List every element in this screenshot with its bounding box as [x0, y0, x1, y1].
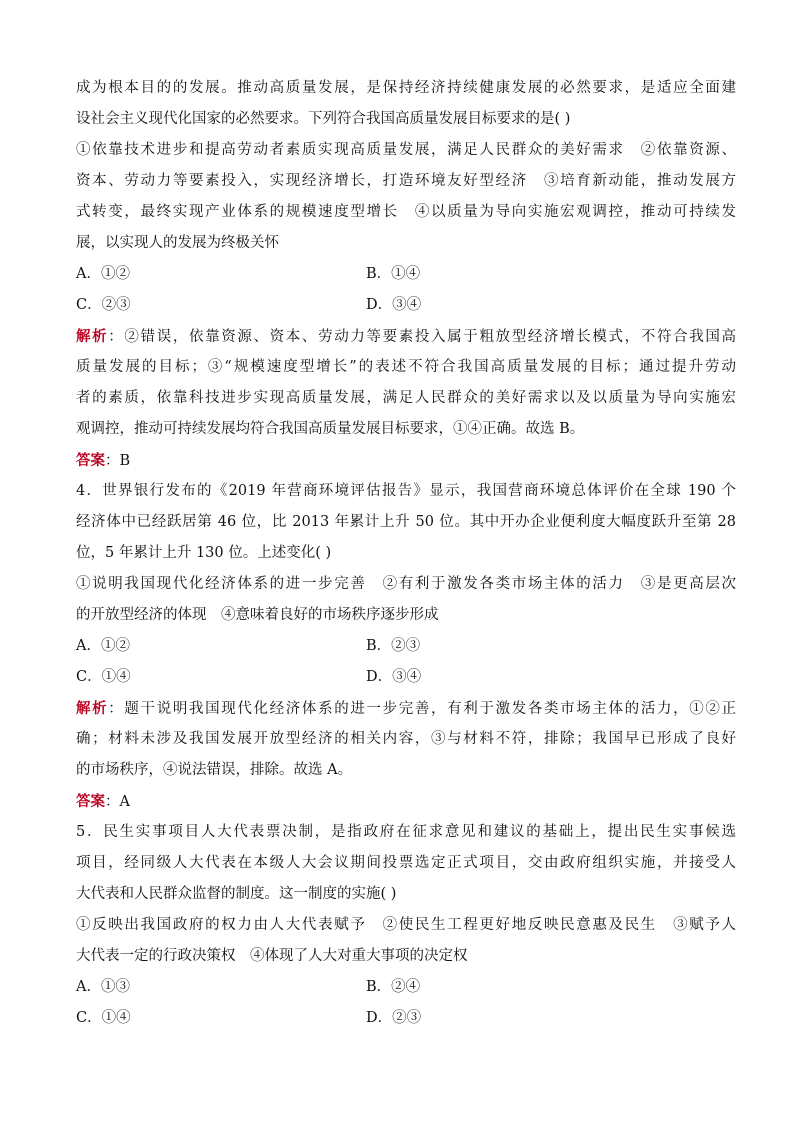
option-b: B．①④: [366, 266, 421, 282]
stem-line: 经济体中已经跃居第 46 位，比 2013 年累计上升 50 位。其中开办企业便利度大幅度跃升至第 28: [76, 514, 736, 530]
document-page: [76, 73, 736, 1034]
option-c: C．①④: [76, 1010, 131, 1026]
analysis-line: 观调控，推动可持续发展均符合我国高质量发展目标要求，①④正确。故选 B。: [76, 421, 585, 437]
analysis-line: 解析：②错误，依靠资源、资本、劳动力等要素投入属于粗放型经济增长模式，不符合我国高: [76, 328, 737, 345]
option-c: C．②③: [76, 297, 131, 313]
question-4: [76, 476, 736, 817]
option-a: A．①②: [76, 638, 130, 654]
stem-line: 4．世界银行发布的《2019 年营商环境评估报告》显示，我国营商环境总体评价在全球 190 个: [76, 483, 736, 499]
options-row: [76, 290, 736, 321]
answer-value: ：B: [105, 453, 131, 469]
option-d: D．③④: [366, 297, 422, 313]
options-row: [76, 259, 736, 290]
answer-line: [76, 786, 736, 817]
option-a: A．①②: [76, 266, 130, 282]
analysis-label: 解析: [76, 328, 109, 345]
answer-label: 答案: [76, 452, 105, 469]
analysis-line: 确；材料未涉及我国发展开放型经济的相关内容，③与材料不符，排除；我国早已形成了良好: [76, 731, 736, 747]
statement-line: ①说明我国现代化经济体系的进一步完善 ②有利于激发各类市场主体的活力 ③是更高层次: [76, 576, 736, 592]
option-b: B．②③: [366, 638, 421, 654]
question-5: [76, 817, 736, 1034]
options-row: [76, 1003, 736, 1034]
analysis-line: 解析：题干说明我国现代化经济体系的进一步完善，有利于激发各类市场主体的活力，①②正: [76, 700, 737, 717]
options-row: [76, 662, 736, 693]
question-3-continuation: [76, 73, 736, 476]
statement-line: 展，以实现人的发展为终极关怀: [76, 235, 279, 251]
statement-line: 的开放型经济的体现 ④意味着良好的市场秩序逐步形成: [76, 607, 439, 623]
options-row: [76, 972, 736, 1003]
answer-label: 答案: [76, 793, 105, 810]
statement-line: 式转变，最终实现产业体系的规模速度型增长 ④以质量为导向实施宏观调控，推动可持续发: [76, 204, 736, 220]
stem-line: 大代表和人民群众监督的制度。这一制度的实施( ): [76, 886, 397, 902]
analysis-line: 质量发展的目标；③“规模速度型增长”的表述不符合我国高质量发展的目标；通过提升劳动: [76, 359, 736, 375]
stem-line: 项目，经同级人大代表在本级人大会议期间投票选定正式项目，交由政府组织实施，并接受人: [76, 855, 736, 871]
statement-line: ①反映出我国政府的权力由人大代表赋予 ②使民生工程更好地反映民意惠及民生 ③赋予人: [76, 917, 736, 933]
option-d: D．③④: [366, 669, 422, 685]
analysis-label: 解析: [76, 700, 109, 717]
option-c: C．①④: [76, 669, 131, 685]
options-row: [76, 631, 736, 662]
answer-value: ：A: [105, 794, 130, 810]
option-d: D．②③: [366, 1010, 422, 1026]
statement-line: 大代表一定的行政决策权 ④体现了人大对重大事项的决定权: [76, 948, 468, 964]
statement-line: 资本、劳动力等要素投入，实现经济增长，打造环境友好型经济 ③培育新动能，推动发展方: [76, 173, 736, 189]
statement-line: ①依靠技术进步和提高劳动者素质实现高质量发展，满足人民群众的美好需求 ②依靠资源、: [76, 142, 736, 158]
stem-line: 位，5 年累计上升 130 位。上述变化( ): [76, 545, 332, 561]
analysis-line: 者的素质，依靠科技进步实现高质量发展，满足人民群众的美好需求以及以质量为导向实施宏: [76, 390, 736, 406]
stem-line: 成为根本目的的发展。推动高质量发展，是保持经济持续健康发展的必然要求，是适应全面建: [76, 80, 736, 96]
option-b: B．②④: [366, 979, 421, 995]
answer-line: [76, 445, 736, 476]
option-a: A．①③: [76, 979, 130, 995]
stem-line: 设社会主义现代化国家的必然要求。下列符合我国高质量发展目标要求的是( ): [76, 111, 571, 127]
analysis-line: 的市场秩序，④说法错误，排除。故选 A。: [76, 762, 353, 778]
stem-line: 5．民生实事项目人大代表票决制，是指政府在征求意见和建议的基础上，提出民生实事候选: [76, 824, 736, 840]
